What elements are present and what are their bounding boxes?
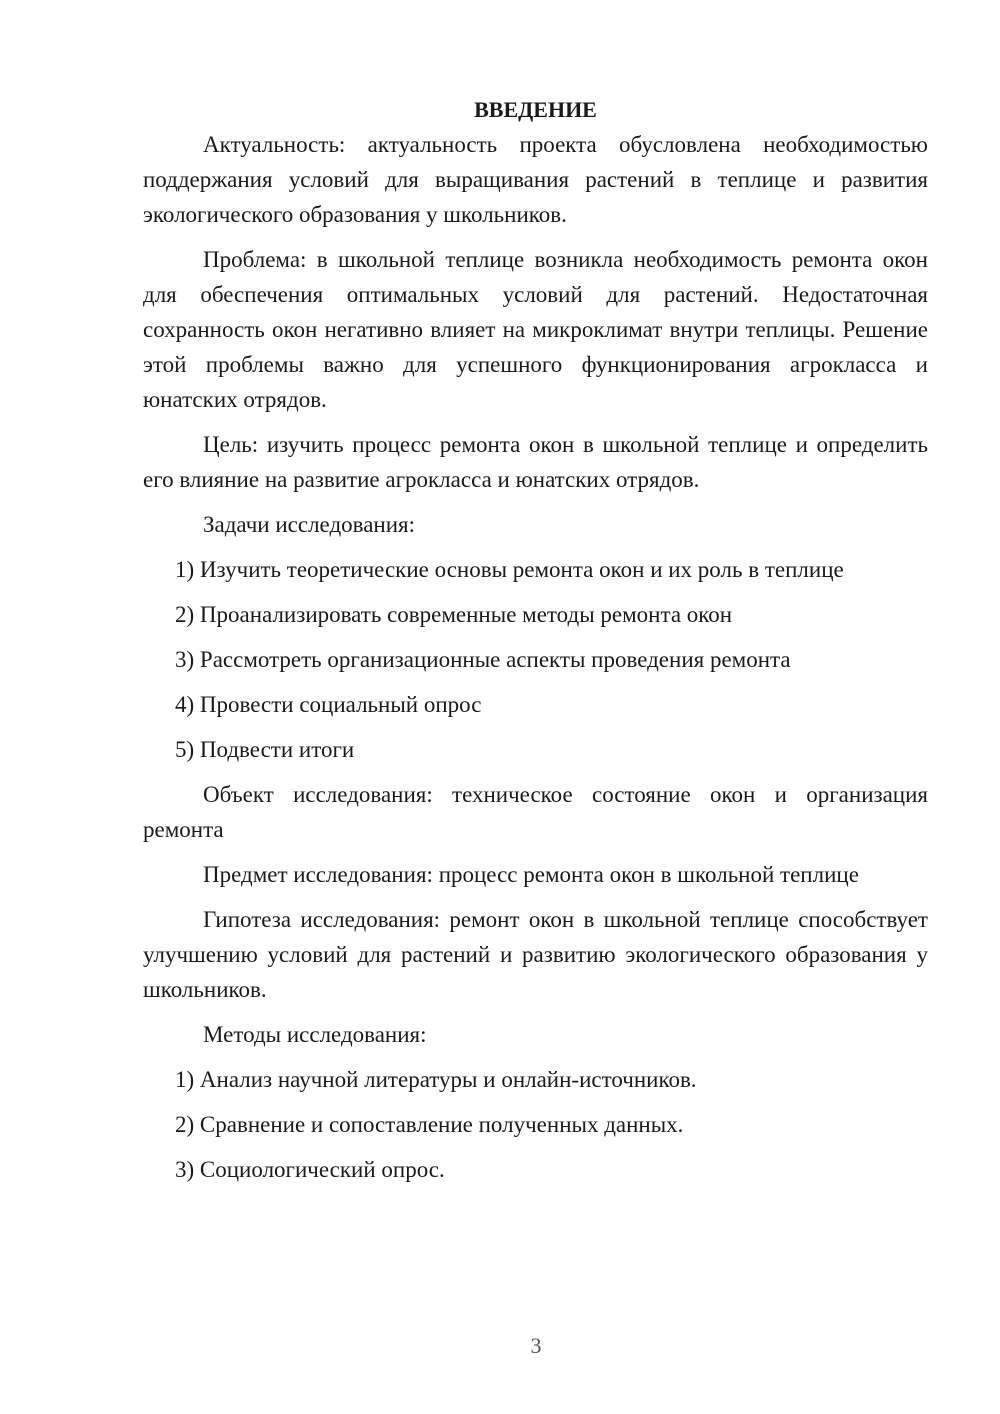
list-item-method-1: 1) Анализ научной литературы и онлайн-источников.: [175, 1067, 697, 1092]
tasks-list: [143, 552, 928, 767]
list-item-task-4: 4) Провести социальный опрос: [175, 692, 482, 717]
list-item-task-3: 3) Рассмотреть организационные аспекты проведения ремонта: [175, 647, 791, 672]
subject-paragraph: Предмет исследования: процесс ремонта окон в школьной теплице: [203, 862, 859, 887]
methods-label: Методы исследования:: [203, 1022, 427, 1047]
list-item-task-2: 2) Проанализировать современные методы ремонта окон: [175, 602, 733, 627]
list-item-method-2: 2) Сравнение и сопоставление полученных данных.: [175, 1112, 684, 1137]
tasks-label: Задачи исследования:: [203, 512, 416, 537]
page-number: 3: [530, 1333, 542, 1358]
problem-paragraph: Проблема: в школьной теплице возникла необходимость ремонта окон для обеспечения оптимальных условий для растений. Недостаточная сохранность окон негативно влияет на микроклимат внутри теплицы. Решение этой проблемы важно для успешного функционирования агрокласса и юнатских отрядов.: [143, 247, 928, 412]
list-item-task-1: 1) Изучить теоретические основы ремонта окон и их роль в теплице: [175, 557, 844, 582]
hypothesis-paragraph: Гипотеза исследования: ремонт окон в школьной теплице способствует улучшению условий для растений и развитию экологического образования у школьников.: [143, 907, 928, 1002]
goal-paragraph: Цель: изучить процесс ремонта окон в школьной теплице и определить его влияние на развитие агрокласса и юнатских отрядов.: [143, 432, 928, 492]
methods-list: [143, 1062, 928, 1187]
relevance-paragraph: Актуальность: актуальность проекта обусловлена необходимостью поддержания условий для выращивания растений в теплице и развития экологического образования у школьников.: [143, 132, 928, 227]
list-item-method-3: 3) Социологический опрос.: [175, 1157, 445, 1182]
page-content: [143, 92, 928, 1187]
list-item-task-5: 5) Подвести итоги: [175, 737, 355, 762]
section-heading: ВВЕДЕНИЕ: [474, 97, 597, 122]
object-paragraph: Объект исследования: техническое состояние окон и организация ремонта: [143, 782, 928, 842]
